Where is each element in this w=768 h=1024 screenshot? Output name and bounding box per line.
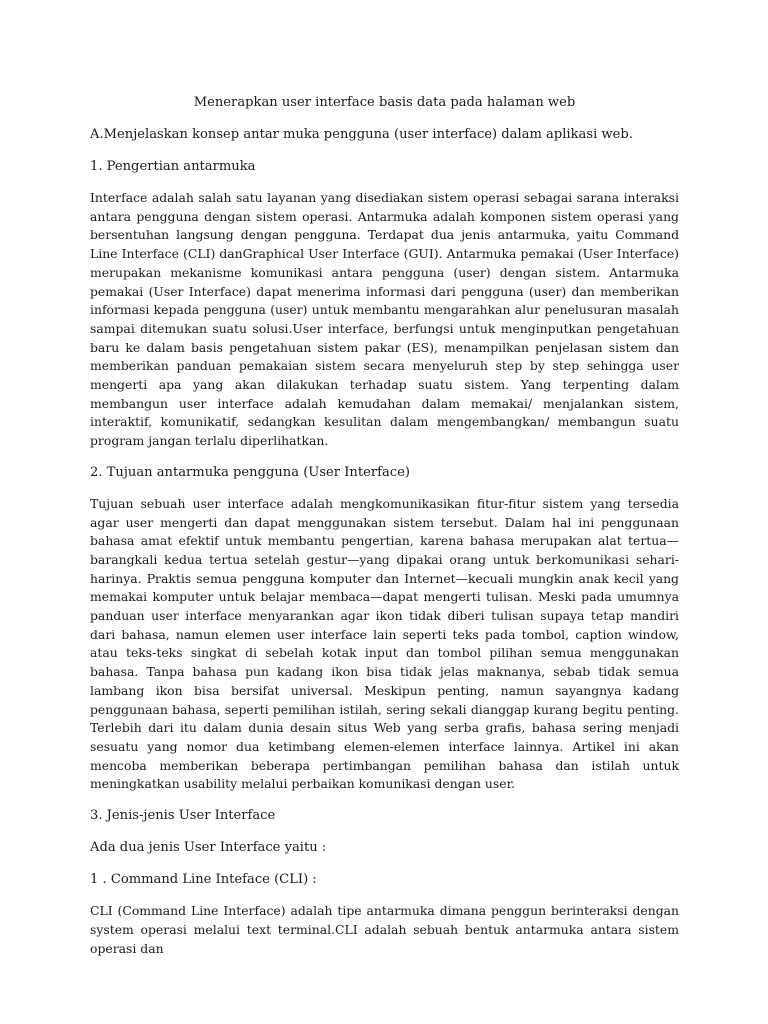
document-page xyxy=(90,93,679,970)
cli-subheading: 1 . Command Line Inteface (CLI) : xyxy=(90,872,317,888)
section-2-heading: 2. Tujuan antarmuka pengguna (User Interface) xyxy=(90,464,410,480)
document-title: Menerapkan user interface basis data pada halaman web xyxy=(193,95,576,110)
section-1-paragraph: Interface adalah salah satu layanan yang disediakan sistem operasi sebagai sarana interaksi antara pengguna dengan sistem operasi. Antarmuka adalah komponen sistem operasi yang bersentuhan langsung dengan pengguna. Terdapat dua jenis antarmuka, yaitu Command Line Interface (CLI) danGraphical User Interface (GUI). Antarmuka pemakai (User Interface) merupakan mekanisme komunikasi antara pengguna (user) dengan sistem. Antarmuka pemakai (User Interface) dapat menerima informasi dari pengguna (user) dan memberikan informasi kepada pengguna (user) untuk membantu mengarahkan alur penelusuran masalah sampai ditemukan suatu solusi.User interface, berfungsi untuk menginputkan pengetahuan baru ke dalam basis pengetahuan sistem pakar (ES), menampilkan penjelasan sistem dan memberikan panduan pemakaian sistem secara menyeluruh step by step sehingga user mengerti apa yang akan dilakukan terhadap suatu sistem. Yang terpenting dalam membangun user interface adalah kemudahan dalam memakai/ menjalankan sistem, interaktif, komunikatif, sedangkan kesulitan dalam mengembangkan/ membangun suatu program jangan terlalu diperlihatkan. xyxy=(90,190,679,449)
section-1-heading: 1. Pengertian antarmuka xyxy=(90,159,256,174)
section-2-paragraph: Tujuan sebuah user interface adalah mengkomunikasikan fitur-fitur sistem yang tersedia agar user mengerti dan dapat menggunakan sistem tersebut. Dalam hal ini penggunaan bahasa amat efektif untuk membantu pengertian, karena bahasa merupakan alat tertua—barangkali kedua tertua setelah gestur—yang dipakai orang untuk berkomunikasi sehari-harinya. Praktis semua pengguna komputer dan Internet—kecuali mungkin anak kecil yang memakai komputer untuk belajar membaca—dapat mengerti tulisan. Meski pada umumnya panduan user interface menyarankan agar ikon tidak diberi tulisan supaya tetap mandiri dari bahasa, namun elemen user interface lain seperti teks pada tombol, caption window, atau teks-teks singkat di sebelah kotak input dan tombol pilihan semua menggunakan bahasa. Tanpa bahasa pun kadang ikon bisa tidak jelas maknanya, sebab tidak semua lambang ikon bisa bersifat universal. Meskipun penting, namun sayangnya kadang penggunaan bahasa, seperti pemilihan istilah, sering sekali dianggap kurang begitu penting. Terlebih dari itu dalam dunia desain situs Web yang serba grafis, bahasa sering menjadi sesuatu yang nomor dua ketimbang elemen-elemen interface lainnya. Artikel ini akan mencoba memberikan beberapa pertimbangan pemilihan bahasa dan istilah untuk meningkatkan usability melalui perbaikan komunikasi dengan user. xyxy=(90,495,679,792)
section-3-intro: Ada dua jenis User Interface yaitu : xyxy=(90,840,327,856)
section-a-heading: A.Menjelaskan konsep antar muka pengguna (user interface) dalam aplikasi web. xyxy=(90,127,633,142)
cli-paragraph: CLI (Command Line Interface) adalah tipe antarmuka dimana penggun berinteraksi dengan system operasi melalui text terminal.CLI adalah sebuah bentuk antarmuka antara sistem operasi dan xyxy=(90,903,679,956)
section-3-heading: 3. Jenis-jenis User Interface xyxy=(90,808,276,824)
